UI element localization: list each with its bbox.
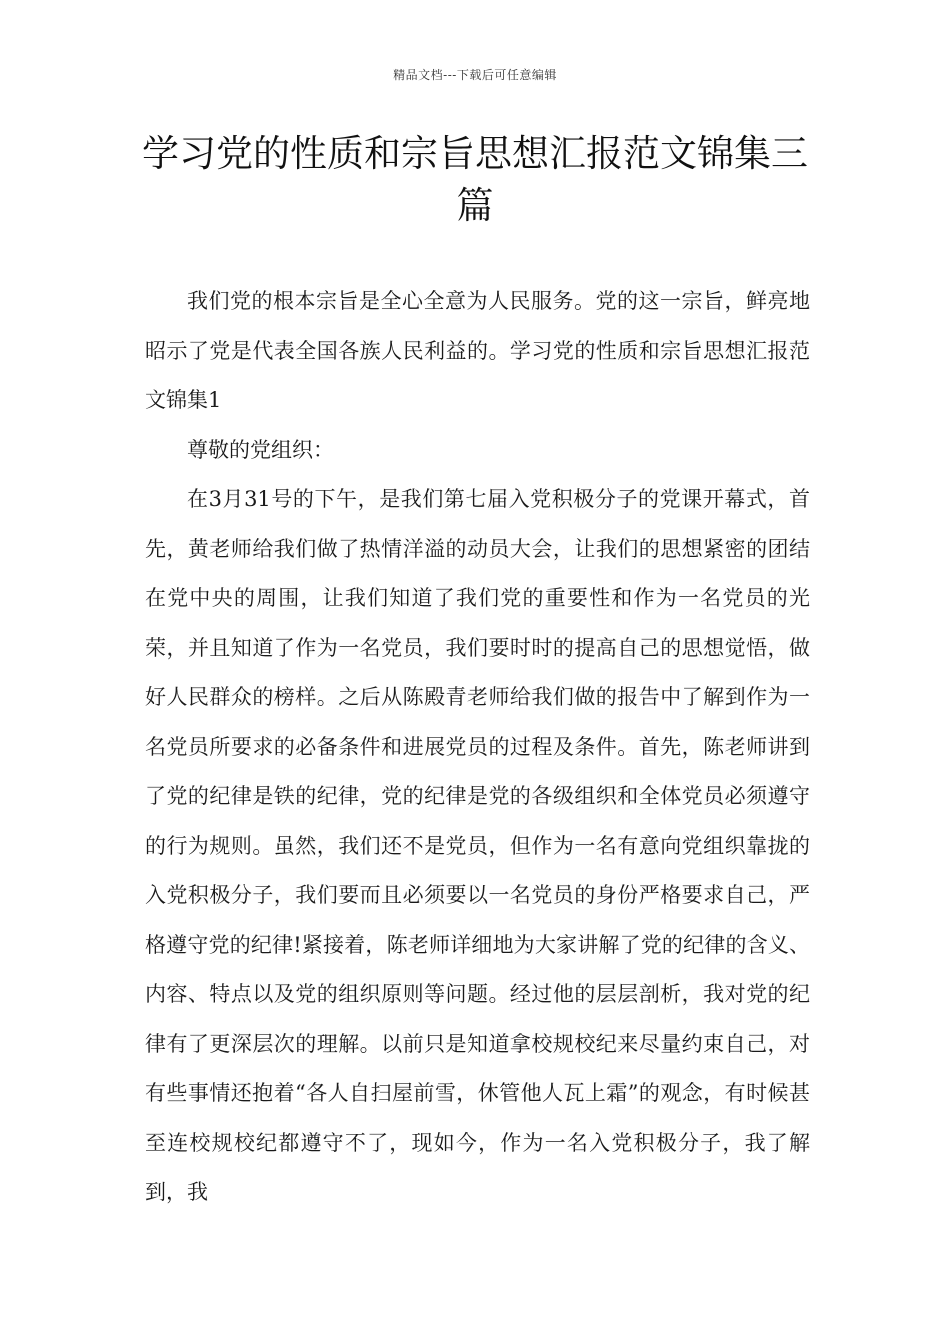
paragraph-salutation: 尊敬的党组织：: [187, 437, 334, 462]
header-note: 精品文档---下载后可任意编辑: [393, 68, 557, 82]
paragraph-main: 在3月31号的下午，是我们第七届入党积极分子的党课开幕式，首先，黄老师给我们做了热情洋溢的动员大会，让我们的思想紧密的团结在党中央的周围，让我们知道了我们党的重要性和作为一名党员的光荣，并且知道了作为一名党员，我们要时时的提高自己的思想觉悟，做好人民群众的榜样。之后从陈殿青老师给我们做的报告中了解到作为一名党员所要求的必备条件和进展党员的过程及条件。首先，陈老师讲到了党的纪律是铁的纪律，党的纪律是党的各级组织和全体党员必须遵守的行为规则。虽然，我们还不是党员，但作为一名有意向党组织靠拢的入党积极分子，我们要而且必须要以一名党员的身份严格要求自己，严格遵守党的纪律!紧接着，陈老师详细地为大家讲解了党的纪律的含义、内容、特点以及党的组织原则等问题。经过他的层层剖析，我对党的纪律有了更深层次的理解。以前只是知道拿校规校纪来尽量约束自己，对有些事情还抱着“各人自扫屋前雪，休管他人瓦上霜”的观念，有时候甚至连校规校纪都遵守不了，现如今，作为一名入党积极分子，我了解到，我: [145, 487, 810, 1204]
document-title: 学习党的性质和宗旨思想汇报范文锦集三篇: [142, 132, 808, 227]
paragraph-intro: 我们党的根本宗旨是全心全意为人民服务。党的这一宗旨，鲜亮地昭示了党是代表全国各族人民利益的。学习党的性质和宗旨思想汇报范文锦集1: [145, 289, 810, 412]
document-body: [145, 277, 810, 1218]
